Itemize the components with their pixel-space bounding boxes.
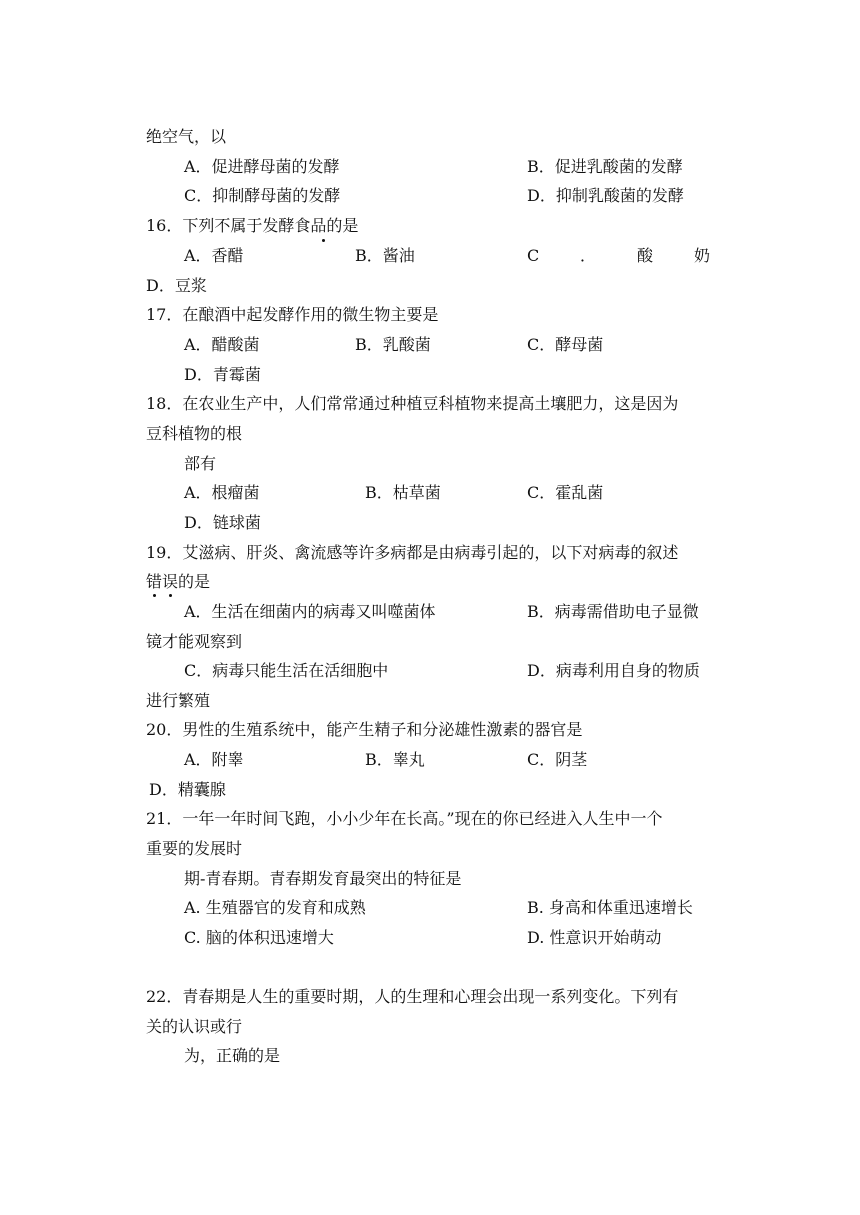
question-20-stem: 20．男性的生殖系统中，能产生精子和分泌雄性激素的器官是 xyxy=(146,720,583,739)
option-19-b-line2: 镜才能观察到 xyxy=(146,632,243,651)
question-21-stem-line3: 期-青春期。青春期发育最突出的特征是 xyxy=(184,869,462,888)
option-19-a: A．生活在细菌内的病毒又叫噬菌体 xyxy=(184,602,436,621)
question-21-stem-line2: 重要的发展时 xyxy=(146,839,243,858)
question-18-stem-line2: 豆科植物的根 xyxy=(146,424,243,443)
option-16-c-char2: 奶 xyxy=(694,246,711,265)
option-16-a: A．香醋 xyxy=(184,246,244,265)
option-19-c: C．病毒只能生活在活细胞中 xyxy=(184,661,389,680)
option-19-d-line1: D．病毒利用自身的物质 xyxy=(527,661,700,680)
option-15-d: D．抑制乳酸菌的发酵 xyxy=(527,186,684,205)
option-20-c: C．阴茎 xyxy=(527,750,588,769)
option-17-c: C．酵母菌 xyxy=(527,335,604,354)
option-21-d: D. 性意识开始萌动 xyxy=(527,928,662,947)
question-18-stem-line1: 18．在农业生产中，人们常常通过种植豆科植物来提高土壤肥力，这是因为 xyxy=(146,394,679,413)
question-15-stem-tail: 绝空气，以 xyxy=(146,127,227,146)
emphasis-dot xyxy=(153,594,156,597)
option-18-a: A．根瘤菌 xyxy=(184,483,260,502)
option-17-d: D．青霉菌 xyxy=(184,365,261,384)
question-16-stem: 16．下列不属于发酵食品的是 xyxy=(146,216,359,235)
option-21-a: A. 生殖器官的发育和成熟 xyxy=(184,898,366,917)
question-17-stem: 17．在酿酒中起发酵作用的微生物主要是 xyxy=(146,305,439,324)
emphasis-dot xyxy=(322,239,325,242)
question-22-stem-line2: 关的认识或行 xyxy=(146,1017,243,1036)
option-19-d-line2: 进行繁殖 xyxy=(146,691,211,710)
option-17-a: A．醋酸菌 xyxy=(184,335,260,354)
option-20-b: B．睾丸 xyxy=(365,750,425,769)
option-16-c-char1: 酸 xyxy=(637,246,654,265)
option-15-c: C．抑制酵母菌的发酵 xyxy=(184,186,341,205)
option-19-b-line1: B．病毒需借助电子显微 xyxy=(527,602,699,621)
question-19-stem-line1: 19．艾滋病、肝炎、禽流感等许多病都是由病毒引起的，以下对病毒的叙述 xyxy=(146,543,679,562)
option-15-a: A．促进酵母菌的发酵 xyxy=(184,157,340,176)
option-21-b: B. 身高和体重迅速增长 xyxy=(527,898,693,917)
option-16-b: B．酱油 xyxy=(355,246,415,265)
option-15-b: B．促进乳酸菌的发酵 xyxy=(527,157,683,176)
question-22-stem-line1: 22．青春期是人生的重要时期，人的生理和心理会出现一系列变化。下列有 xyxy=(146,987,679,1006)
question-21-stem-line1: 21．一年一年时间飞跑，小小少年在长高。”现在的你已经进入人生中一个 xyxy=(146,809,663,828)
question-18-stem-line3: 部有 xyxy=(184,454,217,473)
question-22-stem-line3: 为，正确的是 xyxy=(184,1046,281,1065)
option-16-c-letter: C xyxy=(527,246,540,265)
option-20-d: D．精囊腺 xyxy=(149,780,226,799)
option-20-a: A．附睾 xyxy=(184,750,244,769)
option-18-b: B．枯草菌 xyxy=(365,483,441,502)
emphasis-dot xyxy=(169,594,172,597)
option-18-d: D．链球菌 xyxy=(184,513,261,532)
option-16-c-dot: ． xyxy=(580,246,597,265)
question-19-stem-line2: 错误的是 xyxy=(146,572,211,591)
option-21-c: C. 脑的体积迅速增大 xyxy=(184,928,334,947)
option-17-b: B．乳酸菌 xyxy=(355,335,431,354)
option-16-d: D．豆浆 xyxy=(146,276,207,295)
option-18-c: C．霍乱菌 xyxy=(527,483,604,502)
